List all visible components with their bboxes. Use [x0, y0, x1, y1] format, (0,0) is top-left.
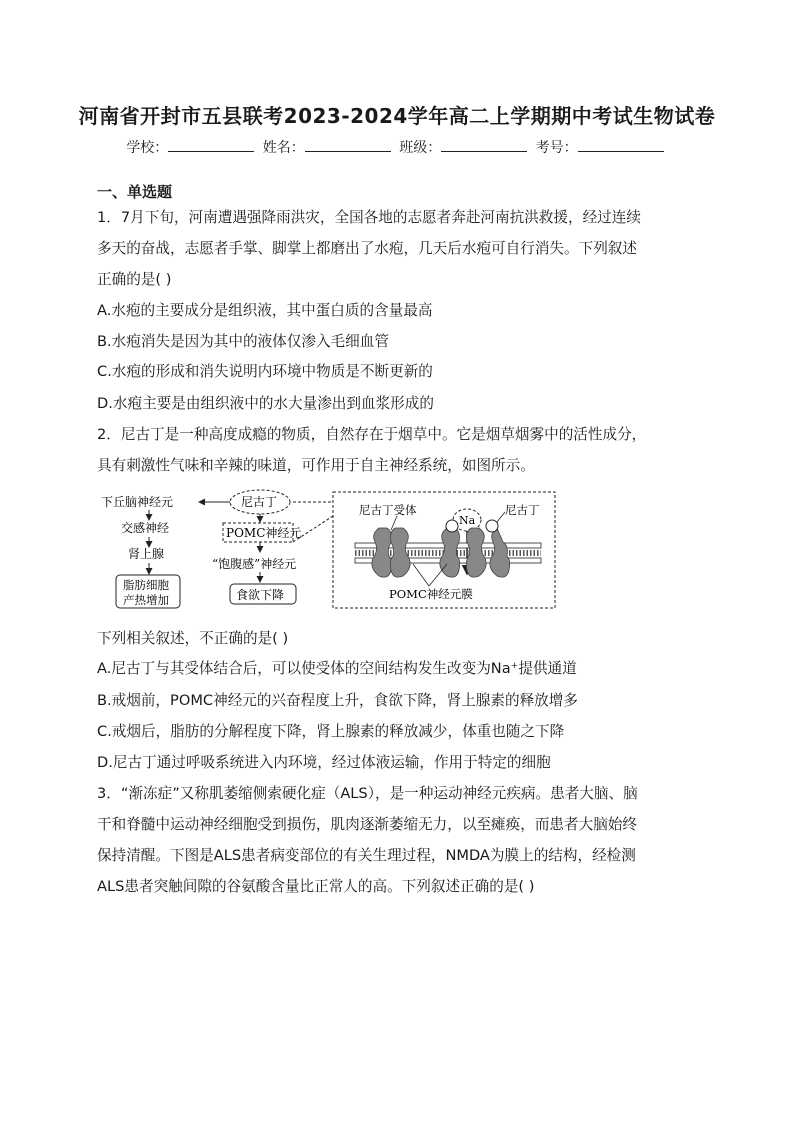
q1-line-1: 1．7月下旬，河南遭遇强降雨洪灾，全国各地的志愿者奔赴河南抗洪救援，经过连续 [97, 209, 641, 226]
q1-option-c[interactable]: C.水疱的形成和消失说明内环境中物质是不断更新的 [97, 363, 433, 380]
q3-line-1: 3．“渐冻症”又称肌萎缩侧索硬化症（ALS），是一种运动神经元疾病。患者大脑、脑 [97, 785, 638, 802]
q2-option-a[interactable]: A.尼古丁与其受体结合后，可以使受体的空间结构发生改变为Na⁺提供通道 [97, 660, 577, 677]
q2-line-2: 具有刺激性气味和辛辣的味道，可作用于自主神经系统，如图所示。 [97, 457, 535, 474]
nicotine2-label: 尼古丁 [505, 503, 540, 517]
sympathetic-label: 交感神经 [121, 521, 170, 535]
class-blank[interactable] [441, 137, 527, 152]
na-label: Na [459, 514, 476, 527]
name-blank[interactable] [305, 137, 391, 152]
fat-cell-label: 脂肪细胞 [123, 578, 169, 592]
q2-option-b[interactable]: B.戒烟前，POMC神经元的兴奋程度上升，食欲下降，肾上腺素的释放增多 [97, 692, 578, 709]
appetite-label: 食欲下降 [236, 588, 285, 602]
school-label: 学校： [126, 140, 169, 156]
q1-line-3: 正确的是( ) [97, 271, 172, 288]
adrenal-label: 肾上腺 [128, 547, 165, 561]
receptor-label: 尼古丁受体 [359, 503, 417, 517]
class-label: 班级： [399, 140, 442, 156]
q3-line-4: ALS患者突触间隙的谷氨酸含量比正常人的高。下列叙述正确的是( ) [97, 878, 535, 895]
number-blank[interactable] [578, 137, 664, 152]
satiety-label: “饱腹感”神经元 [212, 557, 297, 571]
q1-option-b[interactable]: B.水疱消失是因为其中的液体仅渗入毛细血管 [97, 333, 389, 350]
nicotine-pointer [497, 512, 505, 522]
membrane-label: POMC神经元膜 [389, 587, 473, 601]
nicotine-label: 尼古丁 [241, 495, 278, 509]
hypothalamus-label: 下丘脑神经元 [101, 495, 174, 509]
membrane-pointer-right [429, 564, 447, 586]
q2-line-3: 下列相关叙述，不正确的是( ) [97, 630, 289, 647]
student-info-line [0, 137, 794, 157]
nicotine-molecule-right [486, 520, 498, 532]
q2-line-1: 2．尼古丁是一种高度成瘾的物质，自然存在于烟草中。它是烟草烟雾中的活性成分， [97, 426, 647, 443]
q2-option-d[interactable]: D.尼古丁通过呼吸系统进入内环境，经过体液运输，作用于特定的细胞 [97, 754, 551, 771]
q1-line-2: 多天的奋战，志愿者手掌、脚掌上都磨出了水疱，几天后水疱可自行消失。下列叙述 [97, 240, 637, 257]
nicotine-diagram [97, 486, 559, 612]
school-blank[interactable] [168, 137, 254, 152]
number-label: 考号： [535, 140, 578, 156]
membrane-pointer-left [413, 564, 429, 586]
pomc-label: POMC神经元 [226, 526, 302, 540]
q1-option-d[interactable]: D.水疱主要是由组织液中的水大量渗出到血浆形成的 [97, 395, 434, 412]
heat-increase-label: 产热增加 [123, 593, 169, 607]
q3-line-2: 干和脊髓中运动神经细胞受到损伤，肌肉逐渐萎缩无力，以至瘫痪，而患者大脑始终 [97, 816, 637, 833]
exam-title: 河南省开封市五县联考2023-2024学年高二上学期期中考试生物试卷 [78, 104, 716, 128]
name-label: 姓名： [262, 140, 305, 156]
section-title: 一、单选题 [97, 183, 173, 201]
nicotine-molecule-left [446, 520, 458, 532]
q2-option-c[interactable]: C.戒烟后，脂肪的分解程度下降，肾上腺素的释放减少，体重也随之下降 [97, 723, 565, 740]
q1-option-a[interactable]: A.水疱的主要成分是组织液，其中蛋白质的含量最高 [97, 302, 433, 319]
q3-line-3: 保持清醒。下图是ALS患者病变部位的有关生理过程，NMDA为膜上的结构，经检测 [97, 847, 636, 864]
